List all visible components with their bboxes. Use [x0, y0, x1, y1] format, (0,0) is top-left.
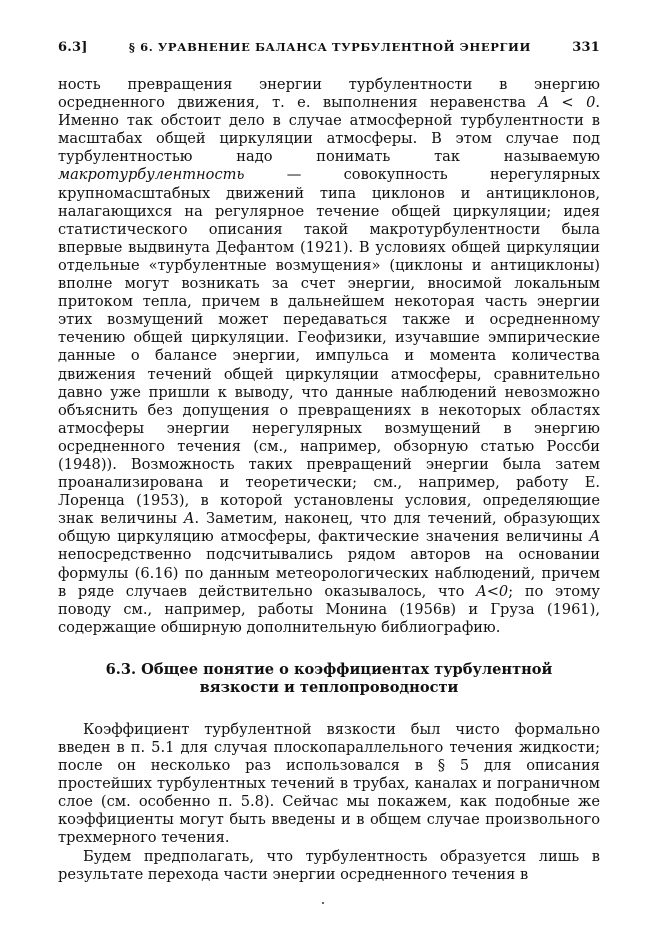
book-page [58, 40, 600, 884]
section-heading-line: 6.3. Общее понятие о коэффициентах турбулентной [105, 660, 553, 678]
section-heading-line: вязкости и теплопроводности [199, 678, 459, 696]
print-speck [322, 902, 324, 904]
math-symbol: A [589, 528, 600, 546]
running-title: § 6. УРАВНЕНИЕ БАЛАНСА ТУРБУЛЕНТНОЙ ЭНЕРГИИ [128, 40, 531, 54]
paragraph-continuation: ность превращения энергии турбулентности в энергию осредненного движения, т. е. выполнения неравенства A < 0. Именно так обстоит дело в случае атмосферной турбулентности в масштабах общей циркуляции атмосферы. В этом случае под турбулентностью надо понимать так называемую макротурбулентность — совокупность нерегулярных крупномасштабных движений типа циклонов и антициклонов, налагающихся на регулярное течение общей циркуляции; идея статистического описания такой макротурбулентности была впервые выдвинута Дефантом (1921). В условиях общей циркуляции отдельные «турбулентные возмущения» (циклоны и антициклоны) вполне могут возникать за счет энергии, вносимой локальным притоком тепла, причем в дальнейшем некоторая часть энергии этих возмущений может передаваться также и осредненному течению общей циркуляции. Геофизики, изучавшие эмпирические данные о балансе энергии, импульса и момента количества движения течений общей циркуляции атмосферы, сравнительно давно уже пришли к выводу, что данные наблюдений невозможно объяснить без допущения о превращениях в некоторых областях атмосферы энергии нерегулярных возмущений в энергию осредненного течения (см., например, обзорную статью Россби (1948)). Возможность таких превращений энергии была затем проанализирована и теоретически; см., например, работу Е. Лоренца (1953), в которой установлены условия, определяющие знак величины A. Заметим, наконец, что для течений, образующих общую циркуляцию атмосферы, фактические значения величины A непосредственно подсчитывались рядом авторов на основании формулы (6.16) по данным метеорологических наблюдений, причем в ряде случаев действительно оказывалось, что A<0; по этому поводу см., например, работы Монина (1956в) и Груза (1961), содержащие обширную дополнительную библиографию. [58, 76, 600, 636]
math-inequality: A<0 [476, 582, 509, 600]
page-number: 331 [572, 40, 600, 55]
section-heading [58, 661, 600, 697]
paragraph: Коэффициент турбулентной вязкости был чисто формально введен в п. 5.1 для случая плоскопараллельного течения жидкости; после он несколько раз использовался в § 5 для описания простейших турбулентных течений в трубах, каналах и пограничном слое (см. особенно п. 5.8). Сейчас мы покажем, как подобные же коэффициенты могут быть введены и в общем случае произвольного трехмерного течения. [58, 720, 600, 847]
section-number: 6.3] [58, 40, 88, 55]
math-inequality: A < 0 [538, 94, 596, 112]
main-text [58, 76, 600, 884]
math-symbol: A [183, 510, 195, 528]
paragraph: Будем предполагать, что турбулентность образуется лишь в результате перехода части энергии осредненного течения в [58, 847, 600, 883]
italic-term: макротурбулентность [58, 166, 245, 184]
running-header [58, 40, 600, 62]
